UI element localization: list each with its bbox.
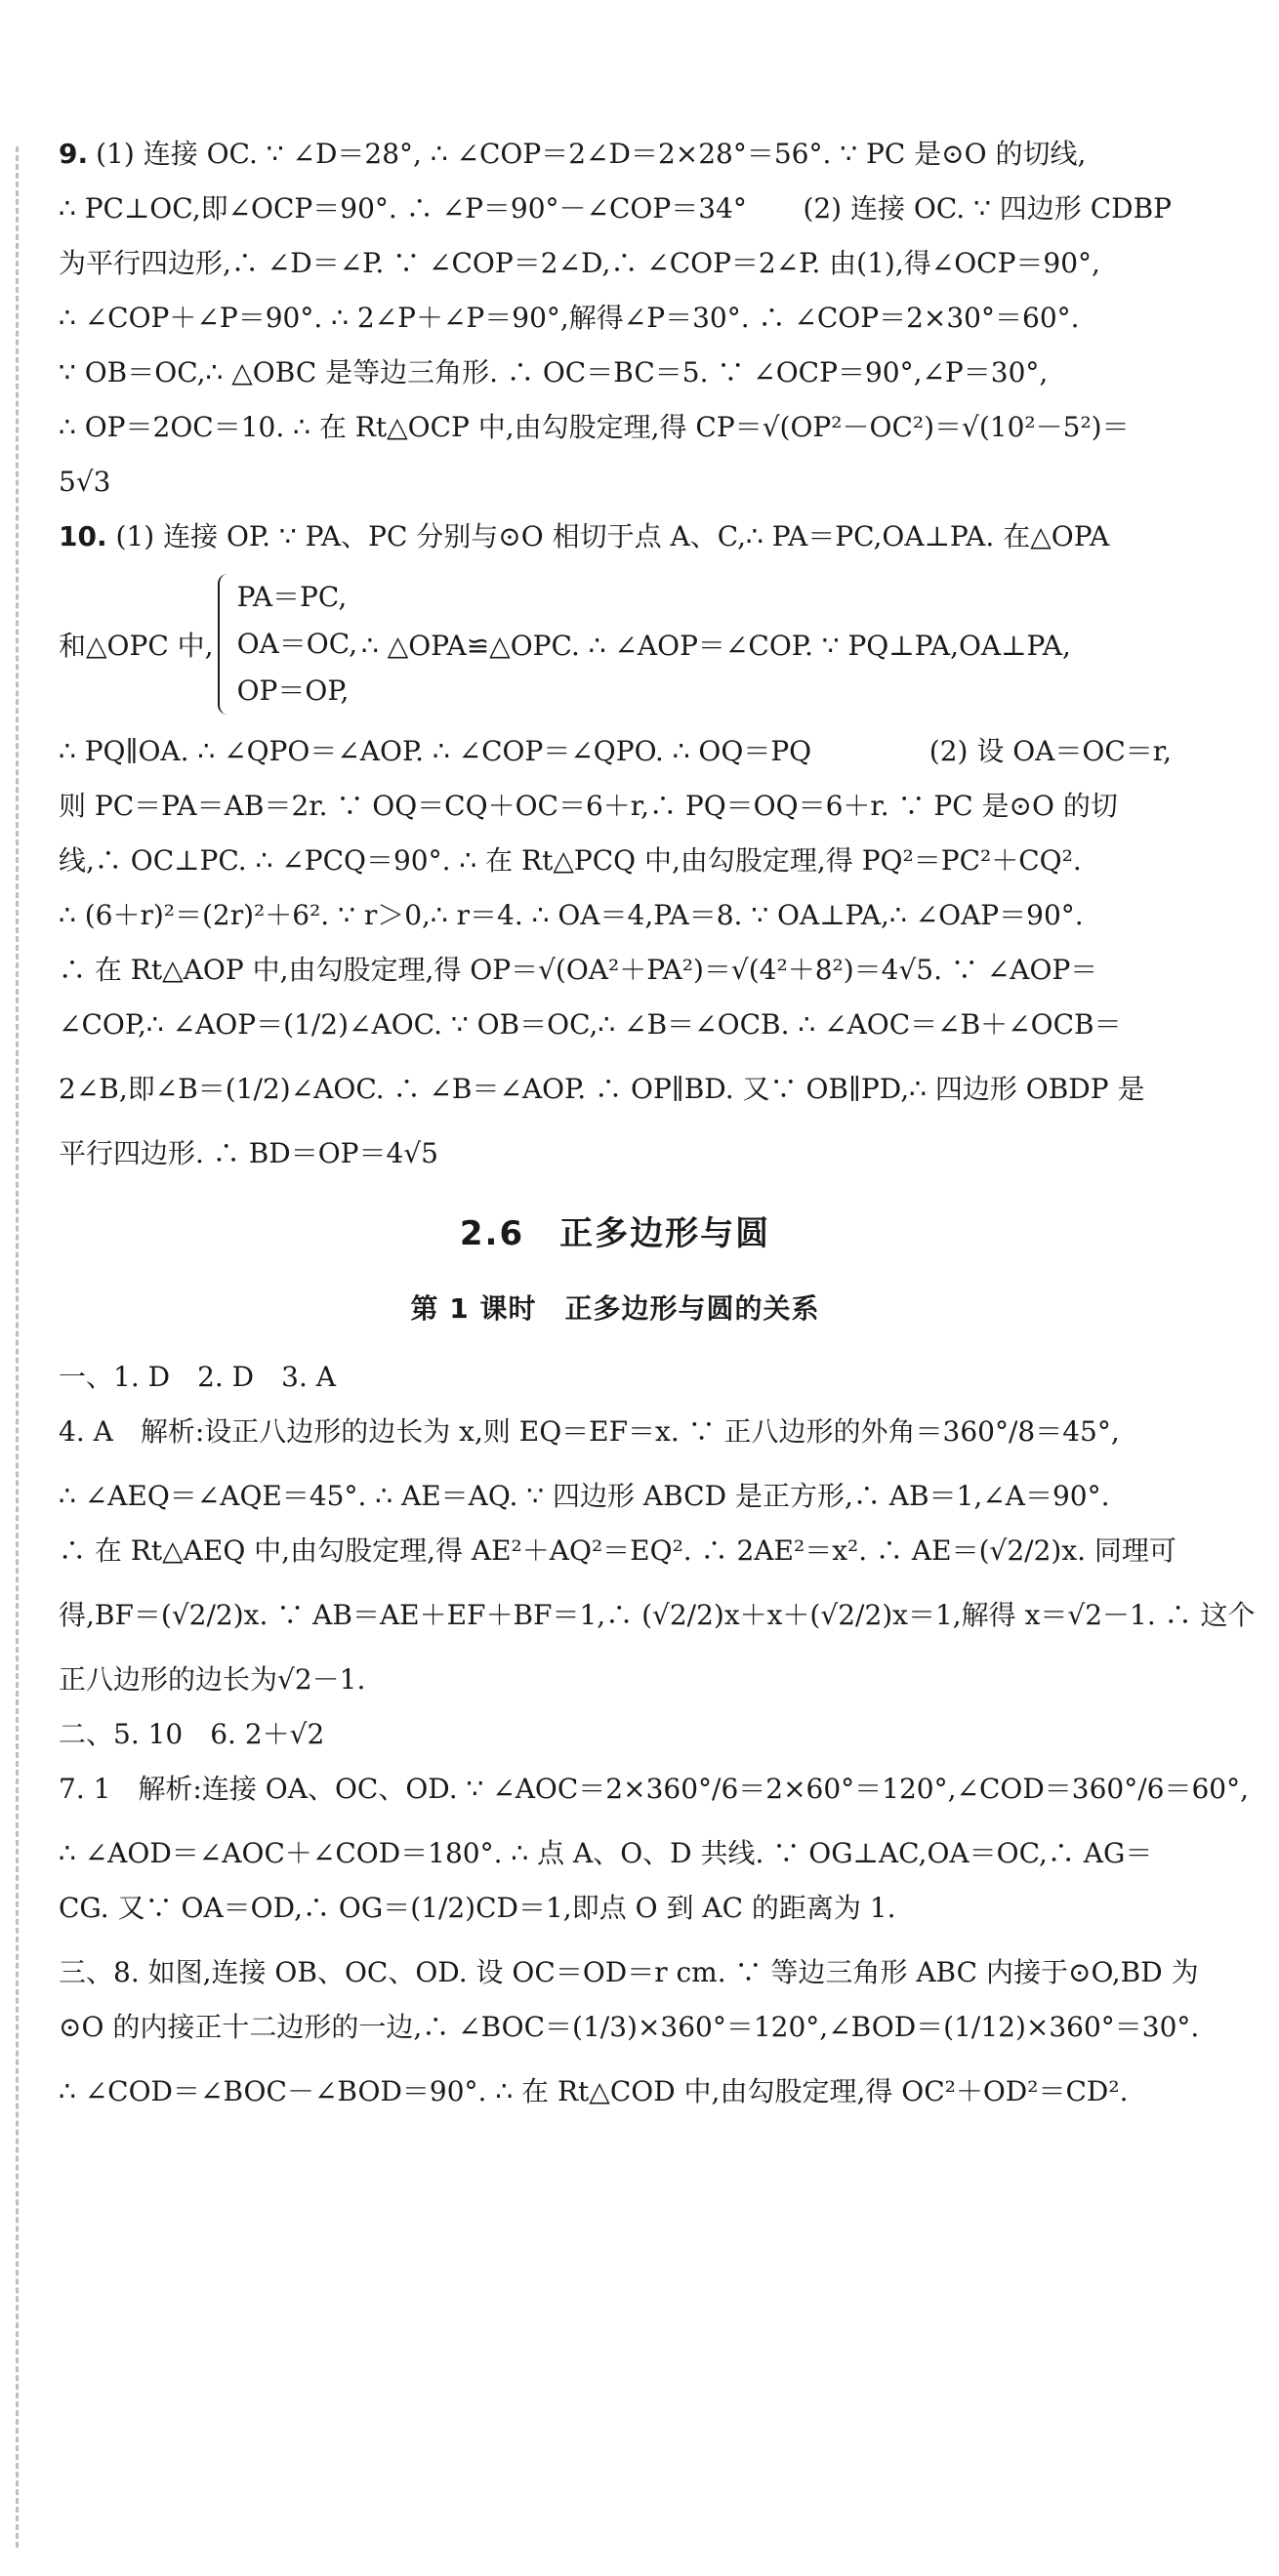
text-line [59, 1072, 1172, 1107]
text-segment: ∴ 在 Rt△AOP 中,由勾股定理,得 OP＝√(OA²＋PA²)＝√(4²＋8²)＝4√5. ∵ ∠AOP＝ [59, 954, 1098, 986]
text-segment: 线,∴ OC⊥PC. ∴ ∠PCQ＝90°. ∴ 在 Rt△PCQ 中,由勾股定理,得 PQ²＝PC²＋CQ². [59, 844, 1082, 877]
text-line [59, 898, 1172, 933]
text-segment: CG. 又∵ OA＝OD,∴ OG＝(1/2)CD＝1,即点 O 到 AC 的距离为 1. [59, 1892, 896, 1924]
text-segment: 4. A 解析:设正八边形的边长为 x,则 EQ＝EF＝x. ∵ 正八边形的外角＝360°/8＝45°, [59, 1415, 1120, 1448]
lesson-title: 第 1 课时 正多边形与圆的关系 [410, 1292, 820, 1325]
text-line [59, 1598, 1256, 1633]
left-brace [218, 574, 357, 715]
text-segment: (1) 连接 OC. ∵ ∠D＝28°, ∴ ∠COP＝2∠D＝2×28°＝56°. ∵ PC 是⊙O 的切线, [96, 138, 1087, 170]
text-segment: 2∠B,即∠B＝(1/2)∠AOC. ∴ ∠B＝∠AOP. ∴ OP∥BD. 又∵ OB∥PD,∴ 四边形 OBDP 是 [59, 1073, 1145, 1105]
system-suffix: ∴ △OPA≌△OPC. ∴ ∠AOP＝∠COP. ∵ PQ⊥PA,OA⊥PA, [361, 630, 1071, 662]
text-segment: 则 PC＝PA＝AB＝2r. ∵ OQ＝CQ＋OC＝6＋r,∴ PQ＝OQ＝6＋r. ∵ PC 是⊙O 的切 [59, 790, 1118, 822]
text-segment: ∴ (6＋r)²＝(2r)²＋6². ∵ r＞0,∴ r＝4. ∴ OA＝4,PA＝8. ∵ OA⊥PA,∴ ∠OAP＝90°. [59, 899, 1084, 931]
text-line [59, 1955, 1199, 1990]
text-line [59, 301, 1172, 336]
text-segment: 得,BF＝(√2/2)x. ∵ AB＝AE＋EF＋BF＝1,∴ (√2/2)x＋x＋(√2/2)x＝1,解得 x＝√2－1. ∴ 这个 [59, 1599, 1256, 1631]
text-segment: ∴ ∠COP＋∠P＝90°. ∴ 2∠P＋∠P＝90°,解得∠P＝30°. ∴ ∠COP＝2×30°＝60°. [59, 302, 1080, 334]
text-line [59, 1007, 1172, 1043]
text-line [59, 1414, 1172, 1450]
text-line [59, 1662, 1172, 1697]
text-line [59, 2010, 1200, 2045]
part-1 [59, 1360, 1256, 1697]
text-segment: ∵ OB＝OC,∴ △OBC 是等边三角形. ∴ OC＝BC＝5. ∵ ∠OCP＝90°,∠P＝30°, [59, 356, 1049, 388]
equation-system [59, 574, 1172, 715]
text-segment: 正八边形的边长为√2－1. [59, 1663, 366, 1696]
text-line [59, 246, 1172, 281]
text-line [59, 1136, 1172, 1171]
problem-10 [59, 519, 1172, 1171]
answer-content [59, 137, 1256, 2129]
text-line [59, 1891, 1172, 1926]
problem-text: (1) 连接 OP. ∵ PA、PC 分别与⊙O 相切于点 A、C,∴ PA＝PC,OA⊥PA. 在△OPA [115, 520, 1110, 552]
system-prefix: 和△OPC 中, [59, 630, 214, 662]
text-line [59, 843, 1172, 879]
text-segment: 一、1. D 2. D 3. A [59, 1361, 336, 1393]
system-eq-1: PA＝PC, [236, 581, 348, 613]
text-segment: 5√3 [59, 466, 111, 498]
text-segment: ∴ 在 Rt△AEQ 中,由勾股定理,得 AE²＋AQ²＝EQ². ∴ 2AE²＝x². ∴ AE＝(√2/2)x. 同理可 [59, 1534, 1176, 1567]
problem-number: 9. [59, 138, 89, 170]
text-line [59, 1479, 1172, 1514]
text-segment: ∴ ∠AOD＝∠AOC＋∠COD＝180°. ∴ 点 A、O、D 共线. ∵ OG⊥AC,OA＝OC,∴ AG＝ [59, 1837, 1153, 1869]
text-line [59, 355, 1172, 390]
text-line [59, 410, 1172, 445]
problem-number: 10. [59, 520, 107, 552]
text-line [59, 1533, 1176, 1569]
text-segment: 二、5. 10 6. 2＋√2 [59, 1718, 325, 1750]
text-segment: (2) 连接 OC. ∵ 四边形 CDBP [803, 192, 1172, 225]
text-segment: 三、8. 如图,连接 OB、OC、OD. 设 OC＝OD＝r cm. ∵ 等边三角形 ABC 内接于⊙O,BD 为 [59, 1956, 1199, 1988]
text-line [59, 1772, 1250, 1807]
text-segment: ∴ ∠COD＝∠BOC－∠BOD＝90°. ∴ 在 Rt△COD 中,由勾股定理,得 OC²＋OD²＝CD². [59, 2075, 1129, 2107]
system-eq-2: OA＝OC, [236, 628, 358, 660]
text-line [59, 1836, 1172, 1871]
text-segment: 为平行四边形,∴ ∠D＝∠P. ∵ ∠COP＝2∠D,∴ ∠COP＝2∠P. 由(1),得∠OCP＝90°, [59, 247, 1100, 279]
text-line [59, 1360, 1172, 1395]
text-segment: ⊙O 的内接正十二边形的一边,∴ ∠BOC＝(1/3)×360°＝120°,∠BOD＝(1/12)×360°＝30°. [59, 2011, 1200, 2043]
text-line [59, 2074, 1172, 2109]
binding-margin-line [16, 146, 19, 2548]
text-segment: (2) 设 OA＝OC＝r, [928, 735, 1172, 767]
part-3 [59, 1955, 1200, 2109]
text-line [59, 1717, 1172, 1752]
text-segment: ∴ ∠AEQ＝∠AQE＝45°. ∴ AE＝AQ. ∵ 四边形 ABCD 是正方形,∴ AB＝1,∠A＝90°. [59, 1480, 1110, 1512]
text-segment: 7. 1 解析:连接 OA、OC、OD. ∵ ∠AOC＝2×360°/6＝2×60°＝120°,∠COD＝360°/6＝60°, [59, 1773, 1250, 1805]
problem-9 [59, 137, 1172, 500]
part-2 [59, 1717, 1250, 1926]
text-segment: ∴ PC⊥OC,即∠OCP＝90°. ∴ ∠P＝90°－∠COP＝34° [59, 192, 747, 225]
system-eq-3: OP＝OP, [236, 675, 350, 707]
text-segment: ∠COP,∴ ∠AOP＝(1/2)∠AOC. ∵ OB＝OC,∴ ∠B＝∠OCB. ∴ ∠AOC＝∠B＋∠OCB＝ [59, 1008, 1122, 1041]
problem-10-line-1 [59, 519, 1172, 554]
text-line [59, 191, 1172, 226]
text-line [59, 953, 1172, 988]
text-line [59, 465, 1172, 500]
text-segment: ∴ PQ∥OA. ∴ ∠QPO＝∠AOP. ∴ ∠COP＝∠QPO. ∴ OQ＝PQ [59, 735, 812, 767]
text-line [59, 734, 1172, 769]
section-title: 2.6 正多边形与圆 [459, 1214, 771, 1253]
text-segment: ∴ OP＝2OC＝10. ∴ 在 Rt△OCP 中,由勾股定理,得 CP＝√(OP²－OC²)＝√(10²－5²)＝ [59, 411, 1130, 443]
text-line [59, 137, 1172, 172]
system-equations [237, 574, 357, 715]
text-segment: 平行四边形. ∴ BD＝OP＝4√5 [59, 1137, 438, 1169]
text-line [59, 789, 1172, 824]
